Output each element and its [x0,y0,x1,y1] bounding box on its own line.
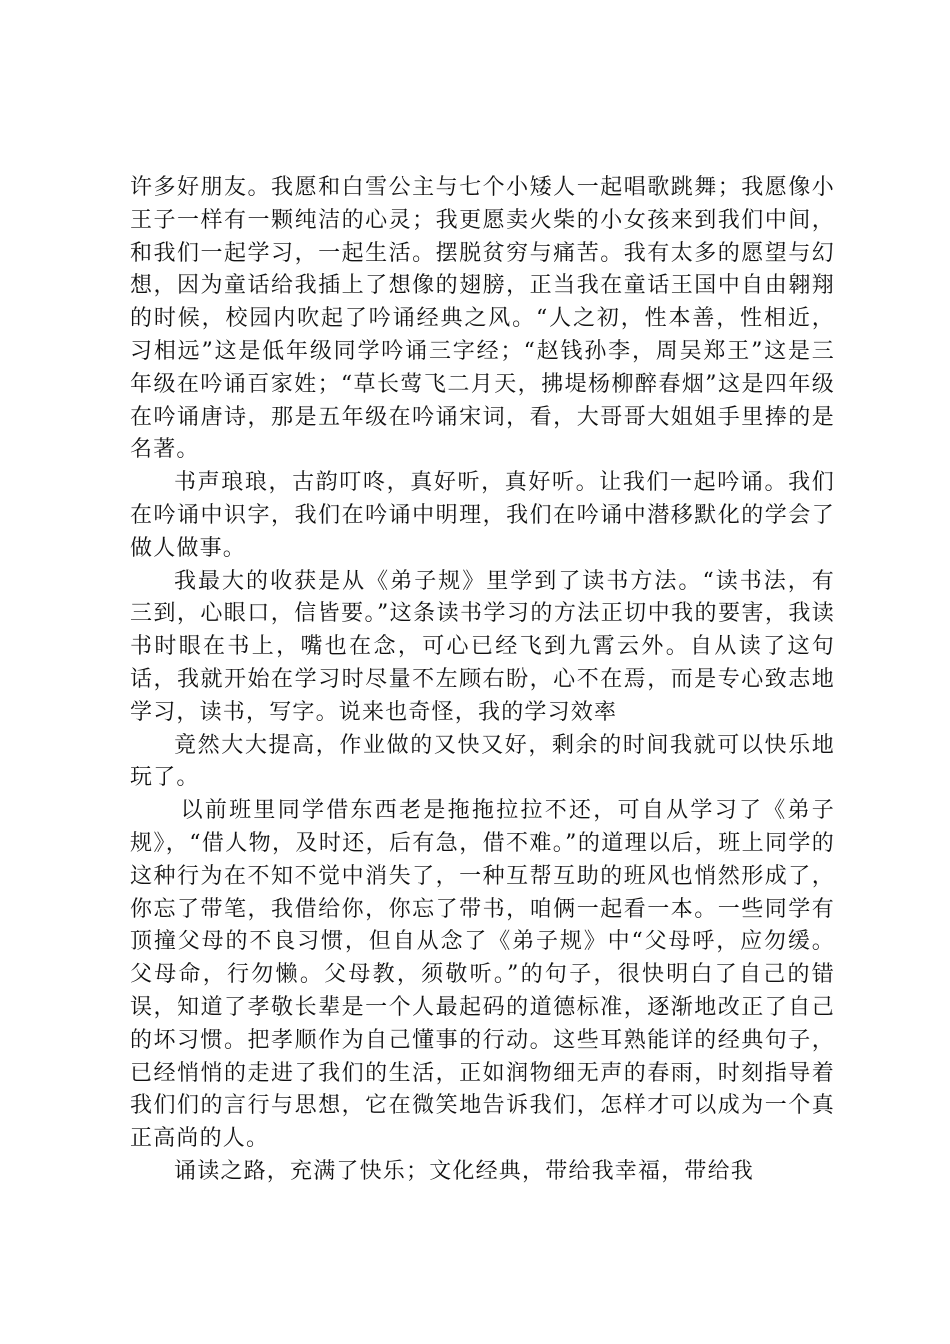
paragraph-4: 竟然大大提高，作业做的又快又好，剩余的时间我就可以快乐地玩了。 [130,732,835,791]
paragraph-2: 书声琅琅，古韵叮咚，真好听，真好听。让我们一起吟诵。我们在吟诵中识字，我们在吟诵中明理，我们在吟诵中潜移默化的学会了做人做事。 [130,470,835,561]
document-body [130,172,835,1189]
paragraph-1: 许多好朋友。我愿和白雪公主与七个小矮人一起唱歌跳舞；我愿像小王子一样有一颗纯洁的心灵；我更愿卖火柴的小女孩来到我们中间，和我们一起学习，一起生活。摆脱贫穷与痛苦。我有太多的愿望与幻想，因为童话给我插上了想像的翅膀，正当我在童话王国中自由翱翔的时候，校园内吹起了吟诵经典之风。“人之初，性本善，性相近，习相远”这是低年级同学吟诵三字经；“赵钱孙李，周吴郑王”这是三年级在吟诵百家姓；“草长莺飞二月天，拂堤杨柳醉春烟”这是四年级在吟诵唐诗，那是五年级在吟诵宋词，看，大哥哥大姐姐手里捧的是名著。 [130,175,835,463]
paragraph-3: 我最大的收获是从《弟子规》里学到了读书方法。“读书法，有三到，心眼口，信皆要。”这条读书学习的方法正切中我的要害，我读书时眼在书上，嘴也在念，可心已经飞到九霄云外。自从读了这句话，我就开始在学习时尽量不左顾右盼，心不在焉，而是专心致志地学习，读书，写字。说来也奇怪，我的学习效率 [130,568,835,725]
paragraph-6: 诵读之路，充满了快乐；文化经典，带给我幸福，带给我 [174,1158,755,1184]
paragraph-5: 以前班里同学借东西老是拖拖拉拉不还，可自从学习了《弟子规》，“借人物，及时还，后有急，借不难。”的道理以后，班上同学的这种行为在不知不觉中消失了，一种互帮互助的班风也悄然形成了，你忘了带笔，我借给你，你忘了带书，咱俩一起看一本。一些同学有顶撞父母的不良习惯，但自从念了《弟子规》中“父母呼，应勿缓。父母命，行勿懒。父母教，须敬听。”的句子，很快明白了自己的错误，知道了孝敬长辈是一个人最起码的道德标准，逐渐地改正了自己的坏习惯。把孝顺作为自己懂事的行动。这些耳熟能详的经典句子，已经悄悄的走进了我们的生活，正如润物细无声的春雨，时刻指导着我们们的言行与思想，它在微笑地告诉我们，怎样才可以成为一个真正高尚的人。 [130,798,835,1152]
